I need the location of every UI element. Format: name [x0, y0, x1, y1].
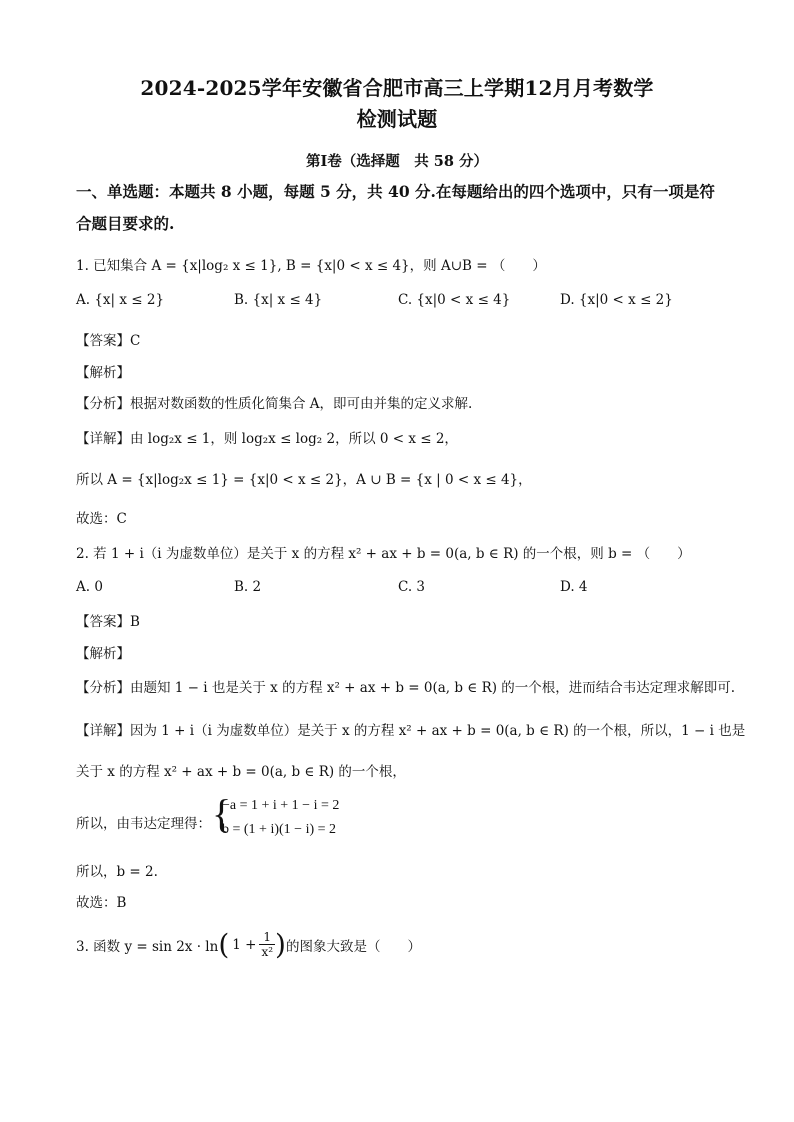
exam-title-line1: 2024-2025学年安徽省合肥市高三上学期12月月考数学: [140, 76, 654, 100]
q2-option-c: C. 3: [398, 579, 426, 595]
q2-stem: 2. 若 1 + i（i 为虚数单位）是关于 x 的方程 x² + ax + b = 0(a, b ∈ R) 的一个根，则 b = （ ）: [76, 546, 691, 562]
paren-open: (: [218, 928, 230, 961]
q2-option-d: D. 4: [560, 579, 588, 595]
q1-option-c: C. {x|0 < x ≤ 4}: [398, 292, 511, 308]
q1-jiexi: 【解析】: [76, 365, 130, 381]
q2-fenxi: 【分析】由题知 1 − i 也是关于 x 的方程 x² + ax + b = 0(a, b ∈ R) 的一个根，进而结合韦达定理求解即可.: [76, 680, 736, 696]
q1-option-d: D. {x|0 < x ≤ 2}: [560, 292, 673, 308]
volume-heading: 第Ⅰ卷（选择题 共 58 分）: [305, 153, 489, 170]
q2-jiexi: 【解析】: [76, 646, 130, 662]
q2-detail-2: 关于 x 的方程 x² + ax + b = 0(a, b ∈ R) 的一个根，: [76, 764, 406, 780]
q3-fraction-denominator: x²: [261, 945, 274, 959]
q1-answer: 【答案】C: [76, 333, 141, 349]
q3-stem-prefix: 3. 函数 y = sin 2x · ln: [76, 938, 219, 955]
q3-inner-prefix: 1 +: [232, 936, 257, 953]
q1-fenxi: 【分析】根据对数函数的性质化简集合 A，即可由并集的定义求解.: [76, 396, 473, 412]
q2-system-line-2: b = (1 + i)(1 − i) = 2: [222, 822, 337, 837]
q3-stem-suffix: 的图象大致是（ ）: [285, 938, 421, 955]
q2-option-b: B. 2: [234, 579, 262, 595]
q2-answer: 【答案】B: [76, 614, 140, 630]
q2-choose: 故选：B: [76, 895, 127, 911]
q1-detail-1: 【详解】由 log₂x ≤ 1，则 log₂x ≤ log₂ 2，所以 0 < x ≤ 2，: [76, 431, 458, 447]
paren-close: ): [275, 928, 286, 961]
q3-fraction: [259, 930, 275, 959]
q3-stem: [76, 928, 421, 961]
q2-detail-4: 所以，b = 2.: [76, 864, 158, 880]
exam-title-line2: 检测试题: [356, 107, 438, 131]
q1-choose: 故选：C: [76, 511, 127, 527]
q1-option-a: A. {x| x ≤ 2}: [76, 292, 165, 308]
q1-stem: 1. 已知集合 A = {x|log₂ x ≤ 1}, B = {x|0 < x ≤ 4}，则 A∪B = （ ）: [76, 258, 546, 274]
q3-fraction-numerator: 1: [259, 930, 275, 945]
q1-option-b: B. {x| x ≤ 4}: [234, 292, 323, 308]
q1-detail-2: 所以 A = {x|log₂x ≤ 1} = {x|0 < x ≤ 2}，A ∪ B = {x | 0 < x ≤ 4}，: [76, 472, 532, 488]
section-heading: 一、单选题：本题共 8 小题，每题 5 分，共 40 分.在每题给出的四个选项中，只有一项是符合题目要求的.: [76, 182, 715, 233]
q2-detail-1: 【详解】因为 1 + i（i 为虚数单位）是关于 x 的方程 x² + ax + b = 0(a, b ∈ R) 的一个根，所以，1 − i 也是: [76, 723, 746, 739]
q2-system-line-1: −a = 1 + i + 1 − i = 2: [222, 798, 340, 813]
system-brace: {: [212, 791, 232, 836]
q2-detail-3-prefix: 所以，由韦达定理得：: [76, 816, 211, 832]
q2-option-a: A. 0: [76, 579, 103, 595]
